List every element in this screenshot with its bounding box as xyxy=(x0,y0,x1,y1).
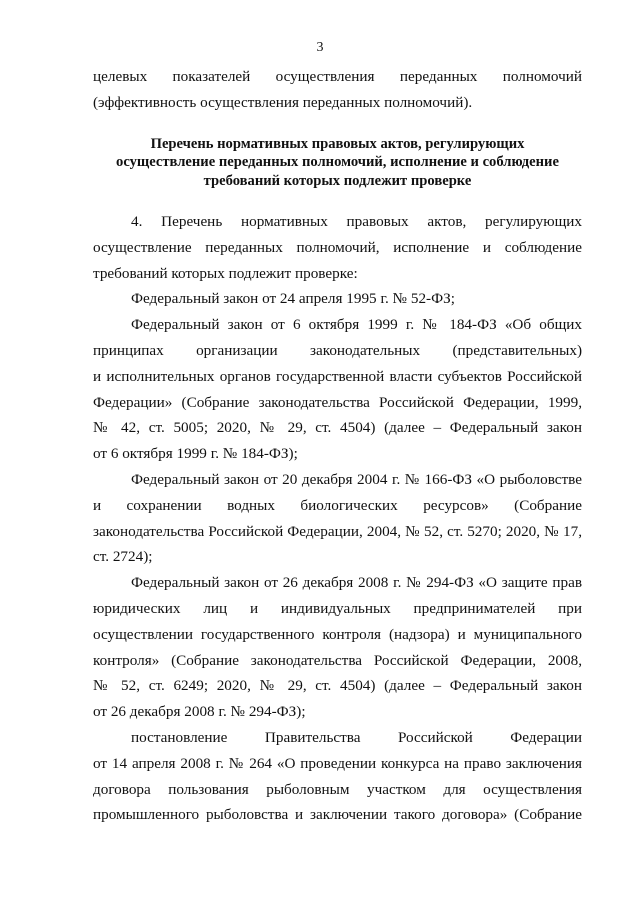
text-line: принципах организации законодательных (представительных) xyxy=(93,342,582,360)
text-line: договора пользования рыболовным участком для осуществления xyxy=(93,780,582,798)
document-body xyxy=(93,64,582,828)
intro-paragraph xyxy=(93,64,582,116)
text-line: Федеральный закон от 24 апреля 1995 г. № 52-ФЗ; xyxy=(131,290,455,308)
text-line: ст. 2724); xyxy=(93,548,153,566)
text-line: Федеральный закон от 6 октября 1999 г. № 184-ФЗ «Об общих xyxy=(131,316,582,334)
text-line: контроля» (Собрание законодательства Российской Федерации, 2008, xyxy=(93,651,582,669)
text-line: законодательства Российской Федерации, 2004, № 52, ст. 5270; 2020, № 17, xyxy=(93,522,582,540)
heading-line: осуществление переданных полномочий, исполнение и соблюдение xyxy=(116,154,559,171)
text-line: от 14 апреля 2008 г. № 264 «О проведении конкурса на право заключения xyxy=(93,754,582,772)
text-line: и исполнительных органов государственной власти субъектов Российской xyxy=(93,367,582,385)
paragraph-law-184fz xyxy=(93,312,582,467)
section-heading xyxy=(93,135,582,191)
text-line: целевых показателей осуществления переданных полномочий xyxy=(93,68,582,85)
paragraph-law-52fz xyxy=(93,286,582,312)
text-line: осуществлении государственного контроля (надзора) и муниципального xyxy=(93,625,582,643)
text-line: постановление Правительства Российской Федерации xyxy=(131,729,582,747)
paragraph-law-294fz xyxy=(93,570,582,725)
text-line: Федерации» (Собрание законодательства Российской Федерации, 1999, xyxy=(93,393,582,411)
text-line: Федеральный закон от 26 декабря 2008 г. № 294-ФЗ «О защите прав xyxy=(131,574,582,592)
text-line: требований которых подлежит проверке: xyxy=(93,264,358,282)
paragraph-law-166fz xyxy=(93,467,582,570)
text-line: от 6 октября 1999 г. № 184-ФЗ); xyxy=(93,445,298,463)
text-line: (эффективность осуществления переданных полномочий). xyxy=(93,93,473,111)
heading-line: Перечень нормативных правовых актов, регулирующих xyxy=(150,135,525,152)
text-line: от 26 декабря 2008 г. № 294-ФЗ); xyxy=(93,703,306,721)
heading-line: требований которых подлежит проверке xyxy=(203,172,472,189)
text-line: Федеральный закон от 20 декабря 2004 г. № 166-ФЗ «О рыболовстве xyxy=(131,471,582,489)
paragraph-item-4 xyxy=(93,209,582,286)
text-line: промышленного рыболовства и заключении такого договора» (Собрание xyxy=(93,806,582,824)
text-line: № 52, ст. 6249; 2020, № 29, ст. 4504) (далее – Федеральный закон xyxy=(93,677,582,695)
text-line: юридических лиц и индивидуальных предпринимателей при xyxy=(93,600,582,618)
text-line: 4. Перечень нормативных правовых актов, регулирующих xyxy=(131,213,582,231)
text-line: и сохранении водных биологических ресурсов» (Собрание xyxy=(93,496,582,514)
paragraph-resolution-264 xyxy=(93,725,582,828)
text-line: № 42, ст. 5005; 2020, № 29, ст. 4504) (далее – Федеральный закон xyxy=(93,419,582,437)
page-number: 3 xyxy=(316,40,324,55)
text-line: осуществление переданных полномочий, исполнение и соблюдение xyxy=(93,238,582,256)
